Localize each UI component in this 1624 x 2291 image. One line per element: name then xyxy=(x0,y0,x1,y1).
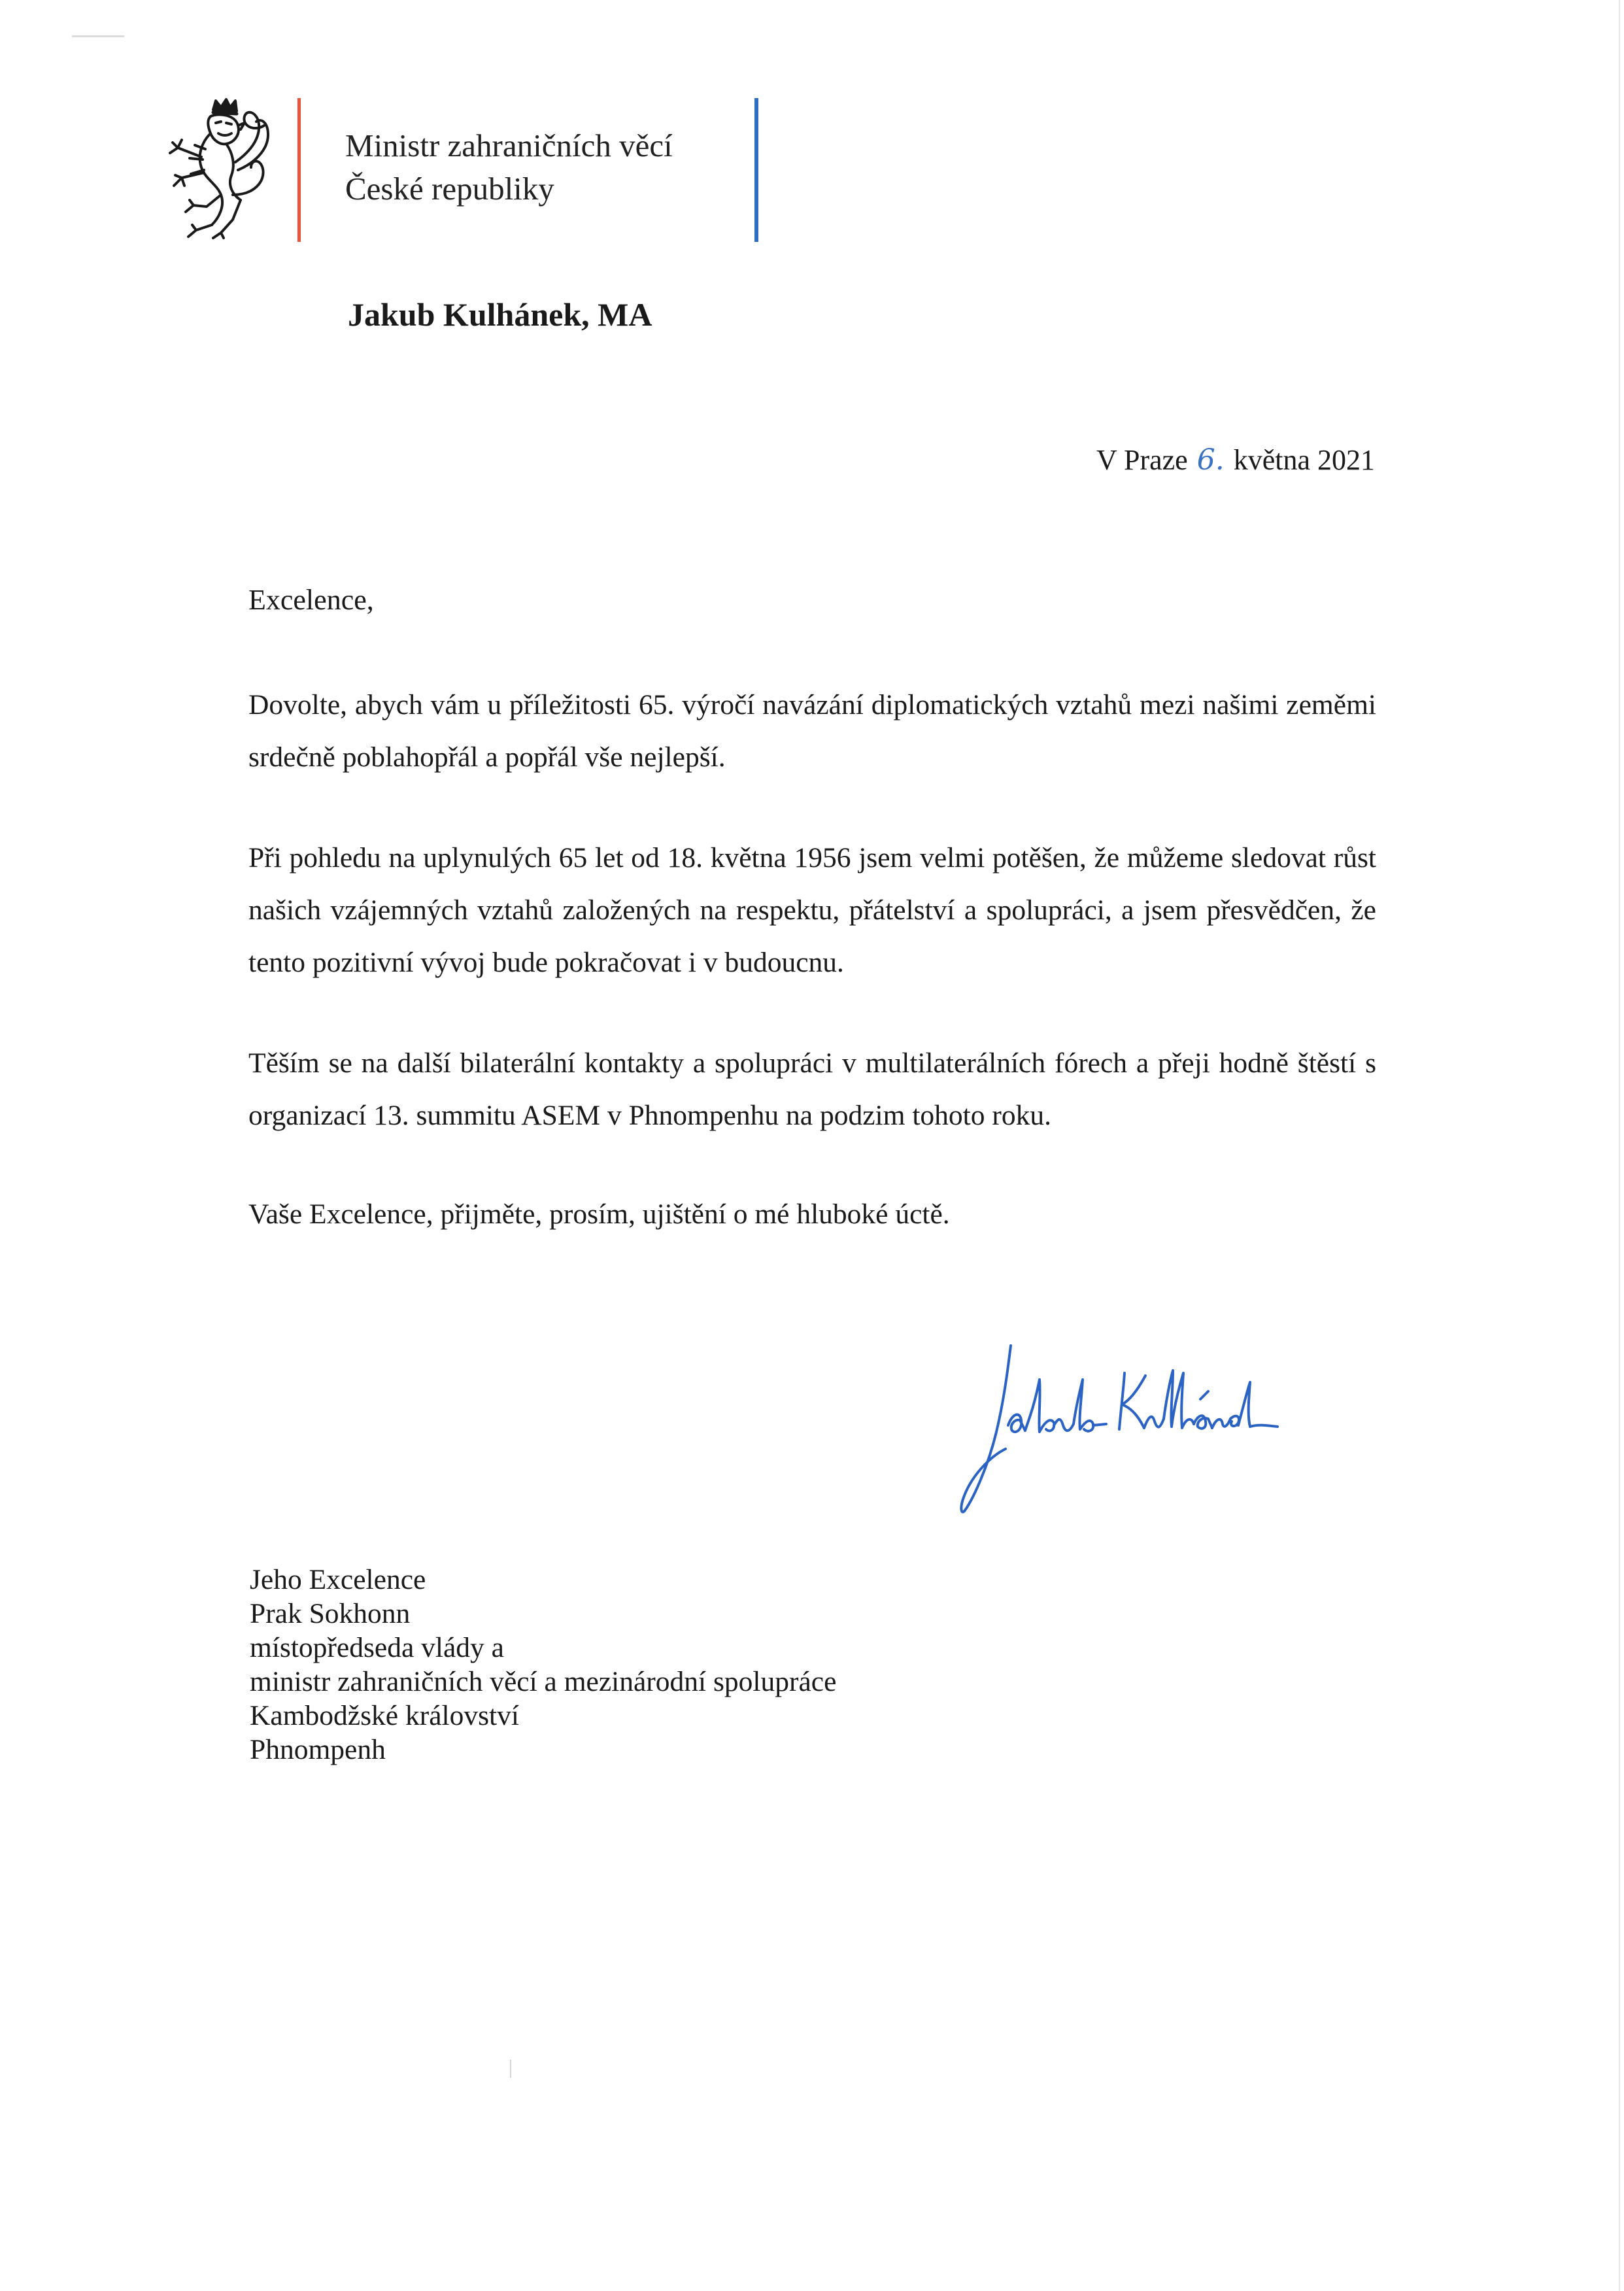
date-prefix: V Praze xyxy=(1096,444,1188,476)
addressee-block xyxy=(250,1563,836,1767)
letterhead-divider-blue xyxy=(754,98,758,242)
addressee-line: Phnompenh xyxy=(250,1734,386,1765)
scan-mark xyxy=(72,35,124,37)
addressee-line: Prak Sokhonn xyxy=(250,1598,411,1629)
body-paragraph: Při pohledu na uplynulých 65 let od 18. května 1956 jsem velmi potěšen, že můžeme sledovat růst našich vzájemných vztahů založených na respektu, přátelství a spolupráci, a jsem přesvědčen, že tento pozitivní vývoj bude pokračovat i v budoucnu. xyxy=(248,842,1376,978)
date-day-handwritten: 6. xyxy=(1196,443,1225,477)
addressee-line: Kambodžské království xyxy=(250,1700,519,1731)
letterhead-title-line-1: Ministr zahraničních věcí xyxy=(345,127,673,163)
scan-edge xyxy=(1619,0,1620,2291)
body-paragraph: Dovolte, abych vám u příležitosti 65. výročí navázání diplomatických vztahů mezi našimi zeměmi srdečně poblahopřál a popřál vše nejlepší. xyxy=(248,689,1376,773)
closing-line: Vaše Excelence, přijměte, prosím, ujištění o mé hluboké úctě. xyxy=(248,1198,950,1230)
salutation: Excelence, xyxy=(248,584,374,616)
addressee-line: Jeho Excelence xyxy=(250,1564,426,1595)
handwritten-signature xyxy=(948,1327,1288,1523)
date-line xyxy=(1096,443,1375,477)
letterhead-divider-red xyxy=(297,98,301,242)
czech-lion-emblem-icon xyxy=(156,97,275,241)
addressee-line: místopředseda vlády a xyxy=(250,1632,504,1663)
addressee-line: ministr zahraničních věcí a mezinárodní spolupráce xyxy=(250,1666,837,1697)
body-paragraph: Těším se na další bilaterální kontakty a spolupráci v multilaterálních fórech a přeji hodně štěstí s organizací 13. summitu ASEM v Phnompenhu na podzim tohoto roku. xyxy=(248,1047,1376,1131)
letterhead-title-line-2: České republiky xyxy=(345,171,554,207)
sender-name: Jakub Kulhánek, MA xyxy=(348,296,652,333)
date-suffix: května 2021 xyxy=(1233,444,1375,476)
scan-mark xyxy=(510,2060,511,2078)
